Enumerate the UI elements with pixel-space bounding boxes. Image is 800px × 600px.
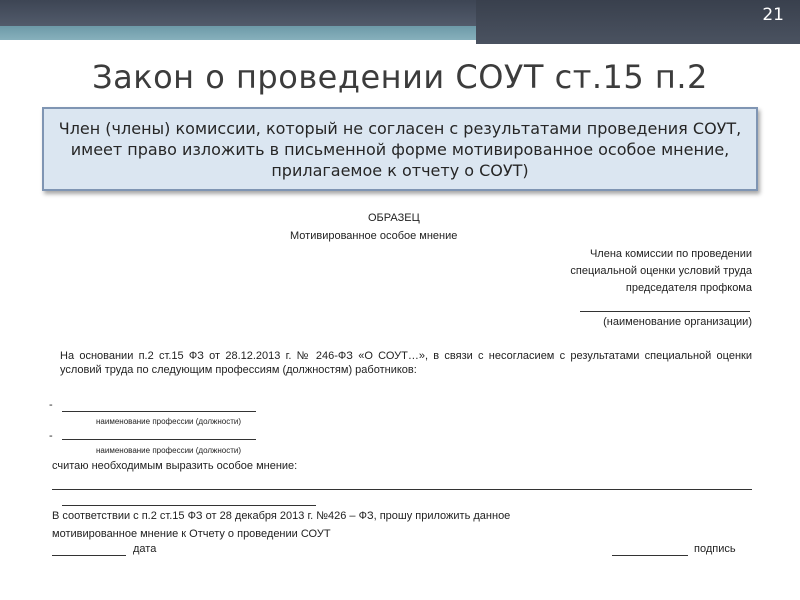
- callout-text: Член (члены) комиссии, который не согласен с результатами проведения СОУТ, имеет право изложить в письменной форме мотивированное особое мнение, прилагаемое к отчету о СОУТ): [58, 118, 742, 180]
- organization-blank: [580, 311, 750, 312]
- slide-title: Закон о проведении СОУТ ст.15 п.2: [92, 58, 708, 96]
- sample-subheader: Мотивированное особое мнение: [290, 230, 458, 242]
- opinion-line-1: [52, 489, 752, 490]
- profession-blank-1: [62, 411, 256, 412]
- addressee-line-2: специальной оценки условий труда: [570, 265, 752, 277]
- date-blank: [52, 555, 126, 556]
- signature-label: подпись: [694, 543, 736, 555]
- profession-caption-2: наименование профессии (должности): [96, 446, 242, 455]
- basis-paragraph: На основании п.2 ст.15 ФЗ от 28.12.2013 г. № 246-ФЗ «О СОУТ…», в связи с несогласием с результатами специальной оценки условий труда по следующим профессиям (должностям) работников:: [60, 350, 752, 376]
- opinion-lead: считаю необходимым выразить особое мнение:: [52, 460, 298, 472]
- attach-line-1: В соответствии с п.2 ст.15 ФЗ от 28 декабря 2013 г. №426 – ФЗ, прошу приложить данное: [52, 510, 511, 522]
- profession-blank-2: [62, 439, 256, 440]
- addressee-line-1: Члена комиссии по проведении: [589, 248, 752, 260]
- sample-header: ОБРАЗЕЦ: [368, 212, 420, 224]
- bullet-1: -: [49, 399, 53, 411]
- addressee-line-3: председателя профкома: [625, 282, 752, 294]
- bullet-2: -: [49, 430, 53, 442]
- profession-caption-1: наименование профессии (должности): [96, 417, 242, 426]
- opinion-line-2: [62, 505, 316, 506]
- organization-caption: (наименование организации): [603, 316, 752, 328]
- date-label: дата: [133, 543, 157, 555]
- slide-number: 21: [762, 5, 784, 25]
- signature-blank: [612, 555, 688, 556]
- attach-line-2: мотивированное мнение к Отчету о проведении СОУТ: [52, 528, 331, 540]
